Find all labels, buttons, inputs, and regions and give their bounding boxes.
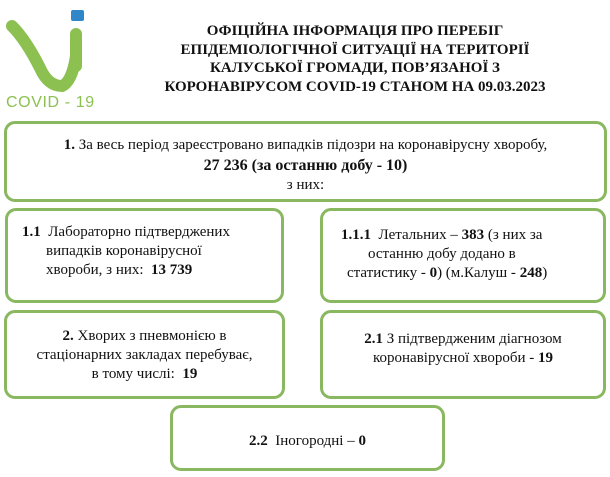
deaths-last-day-value: 0: [429, 265, 438, 281]
confirmed-diagnosis-text: З підтвердженим діагнозом: [382, 331, 562, 347]
pneumonia-text: Хворих з пневмонією в: [73, 328, 227, 344]
pneumonia-line: стаціонарних закладах перебуває,: [36, 347, 253, 363]
confirmed-diagnosis-value: 19: [538, 350, 553, 366]
pneumonia-box: [4, 310, 285, 399]
lab-confirmed-line: [22, 261, 271, 280]
total-cases-footer: з них:: [286, 177, 325, 193]
deaths-box: [320, 208, 606, 303]
title-line: КОРОНАВІРУСОМ COVID-19 СТАНОМ НА 09.03.2023: [164, 78, 546, 95]
lab-confirmed-text: хвороби, з них:: [46, 262, 148, 278]
section-number: 2.1: [364, 331, 383, 347]
confirmed-diagnosis-box: [320, 310, 606, 399]
section-number: 2.: [62, 328, 74, 344]
lab-confirmed-box: [5, 208, 284, 303]
non-resident-value: 0: [358, 433, 366, 449]
lab-confirmed-value: 13 739: [151, 262, 193, 278]
title-line: ОФІЦІЙНА ІНФОРМАЦІЯ ПРО ПЕРЕБІГ: [206, 23, 504, 39]
section-number: 1.: [63, 137, 75, 153]
total-cases-description: За весь період зареєстровано випадків підозри на коронавірусну хворобу,: [74, 137, 548, 153]
section-number: 1.1.1: [341, 227, 371, 243]
pneumonia-text: в тому числі:: [91, 366, 179, 382]
confirmed-diagnosis-text: коронавірусної хвороби -: [373, 350, 538, 366]
deaths-value: 383: [461, 227, 485, 243]
confirmed-diagnosis-line: [323, 349, 603, 368]
page-title: [108, 22, 602, 96]
deaths-kalush-value: 248: [519, 265, 543, 281]
total-cases-value: 27 236 (за останню добу - 10): [203, 157, 408, 174]
non-resident-box: [170, 405, 445, 471]
section-number: 2.2: [249, 433, 268, 449]
confirmed-diagnosis-line: [323, 330, 603, 349]
lab-confirmed-line: випадків коронавірусної: [46, 243, 202, 259]
pneumonia-line: [7, 365, 282, 384]
lab-confirmed-text: Лабораторно підтверджених: [48, 224, 230, 240]
section-number: 1.1: [22, 224, 41, 240]
total-cases-box: [4, 121, 607, 202]
pneumonia-value: 19: [182, 366, 198, 382]
lab-confirmed-line: [22, 223, 271, 242]
pneumonia-line: [7, 327, 282, 346]
deaths-line: останню добу додано в: [368, 246, 516, 262]
deaths-line: [341, 264, 595, 283]
non-resident-text: Іногородні –: [275, 433, 359, 449]
deaths-text: статистику -: [347, 265, 430, 281]
deaths-text: ): [542, 265, 548, 281]
deaths-line: [341, 226, 595, 245]
title-line: КАЛУСЬКОЇ ГРОМАДИ, ПОВ’ЯЗАНОЇ З: [210, 60, 500, 76]
non-resident-line: [173, 432, 442, 451]
covid-v-logo-icon: [6, 6, 106, 98]
deaths-text: (з них за: [484, 227, 543, 243]
title-line: ЕПІДЕМІОЛОГІЧНОЇ СИТУАЦІЇ НА ТЕРИТОРІЇ: [180, 41, 530, 58]
deaths-text: ) (м.Калуш -: [437, 265, 520, 281]
logo-label: COVID - 19: [6, 94, 95, 111]
total-cases-text: [7, 136, 604, 155]
deaths-text: Летальних –: [378, 227, 462, 243]
